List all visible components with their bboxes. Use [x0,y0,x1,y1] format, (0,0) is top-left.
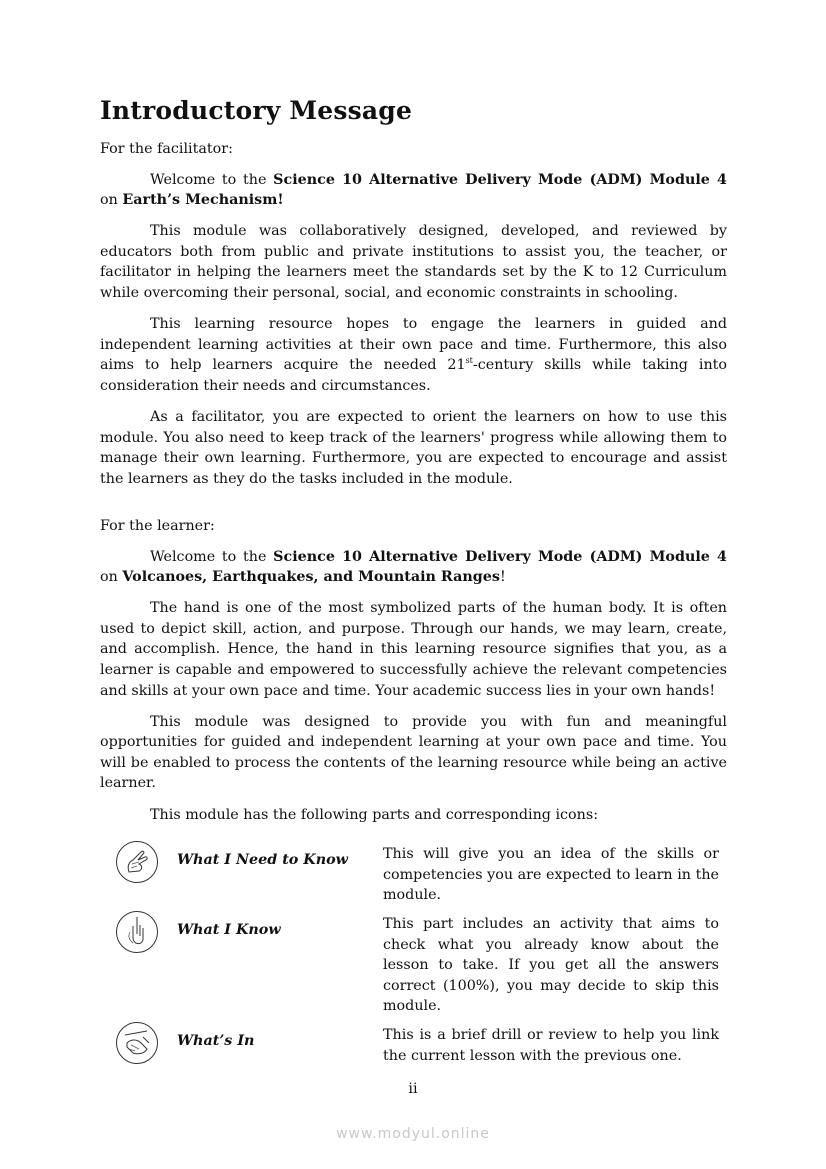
facilitator-paragraph-2: This module was collaboratively designed, developed, and reviewed by educators both from public and private institutions to assist you, the teacher, or facilitator in helping the learners meet the standards set by the K to 12 Curriculum while overcoming their personal, social, and economic constraints in schooling. [100,223,727,302]
part-description: This part includes an activity that aims to check what you already know about the lesson to take. If you get all the answers correct (100%), you may decide to skip this module. [383,916,719,1015]
learner-paragraph-4: This module has the following parts and corresponding icons: [150,806,599,823]
learner-paragraph-2: The hand is one of the most symbolized parts of the human body. It is often used to depict skill, action, and purpose. Through our hands, we may learn, create, and accomplish. Hence, the hand in this learning resource signifies that you, as a learner is capable and empowered to successfully achieve the relevant competencies and skills at your own pace and time. Your academic success lies in your own hands! [100,600,727,699]
facilitator-welcome: Welcome to the Science 10 Alternative Delivery Mode (ADM) Module 4 on Earth’s Mechanism! [100,171,727,209]
learner-paragraph-3: This module was designed to provide you with fun and meaningful opportunities for guided and independent learning at your own pace and time. You will be enabled to process the contents of the learning resource while being an active learner. [100,713,727,792]
hand-raised-icon [116,911,158,953]
part-label: What I Need to Know [177,852,348,868]
page-title: Introductory Message [100,96,413,125]
watermark: www.modyul.online [336,1126,490,1142]
hand-writing-icon [116,1022,158,1064]
learner-heading: For the learner: [100,517,215,534]
document-page [100,96,727,836]
facilitator-paragraph-4: As a facilitator, you are expected to orient the learners on how to use this module. You also need to keep track of the learners' progress while allowing them to manage their own learning. Furthermore, you are expected to encourage and assist the learners as they do the tasks included in the module. [100,409,727,487]
learner-welcome: Welcome to the Science 10 Alternative Delivery Mode (ADM) Module 4 on Volcanoes, Earthquakes, and Mountain Ranges! [100,548,727,586]
part-description: This will give you an idea of the skills or competencies you are expected to learn in the module. [383,846,719,904]
facilitator-paragraph-3: This learning resource hopes to engage the learners in guided and independent learning activities at their own pace and time. Furthermore, this also aims to help learners acquire the needed 21st-century skills while taking into consideration their needs and circumstances. [100,316,728,394]
part-label: What’s In [177,1033,255,1049]
part-label: What I Know [177,922,281,938]
part-description: This is a brief drill or review to help you link the current lesson with the previous one. [383,1027,719,1064]
facilitator-heading: For the facilitator: [100,141,233,157]
page-number: ii [408,1081,418,1097]
hand-pointing-icon [116,841,158,883]
